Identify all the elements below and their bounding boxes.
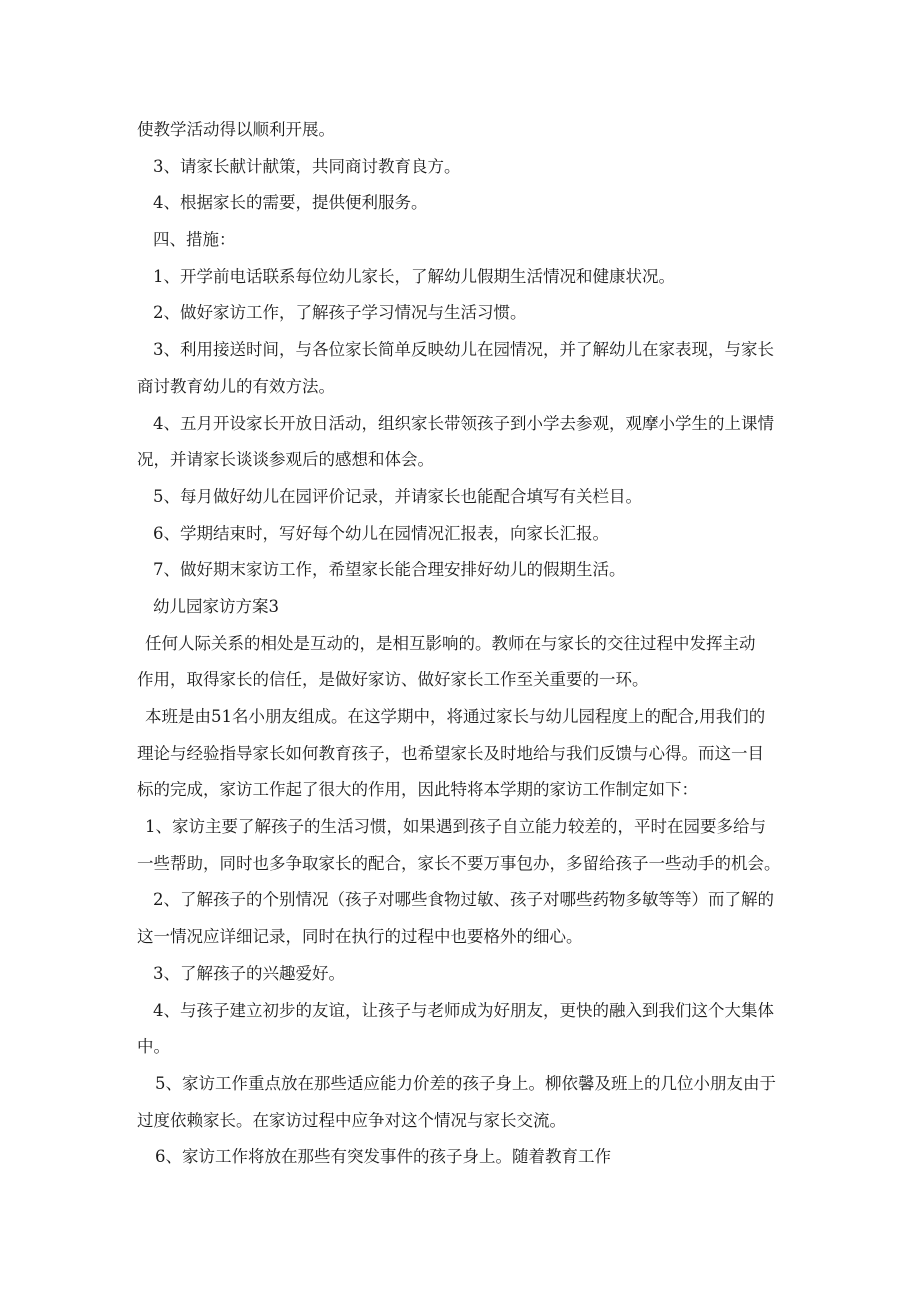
paragraph-line: 4、根据家长的需要，提供便利服务。	[153, 193, 428, 213]
paragraph-line: 一些帮助，同时也多争取家长的配合，家长不要万事包办，多留给孩子一些动手的机会。	[137, 853, 781, 873]
paragraph-line: 6、学期结束时，写好每个幼儿在园情况汇报表，向家长汇报。	[153, 523, 609, 543]
paragraph-line: 使教学活动得以顺利开展。	[137, 120, 335, 139]
paragraph-line: 3、了解孩子的兴趣爱好。	[153, 963, 345, 983]
paragraph-line: 4、与孩子建立初步的友谊，让孩子与老师成为好朋友，更快的融入到我们这个大集体	[153, 1000, 774, 1020]
paragraph-line: 1、开学前电话联系每位幼儿家长，了解幼儿假期生活情况和健康状况。	[153, 266, 675, 286]
paragraph-line: 3、利用接送时间，与各位家长简单反映幼儿在园情况，并了解幼儿在家表现，与家长	[153, 340, 774, 360]
paragraph-line: 中。	[137, 1037, 170, 1057]
paragraph-line: 4、五月开设家长开放日活动，组织家长带领孩子到小学去参观，观摩小学生的上课情	[153, 413, 774, 433]
document-body	[137, 112, 787, 1176]
paragraph-line: 3、请家长献计献策，共同商讨教育良方。	[153, 156, 461, 176]
paragraph-line: 5、每月做好幼儿在园评价记录，并请家长也能配合填写有关栏目。	[153, 486, 642, 506]
paragraph-line: 本班是由51名小朋友组成。在这学期中，将通过家长与幼儿园程度上的配合,用我们的	[145, 707, 766, 726]
paragraph-line: 2、了解孩子的个别情况（孩子对哪些食物过敏、孩子对哪些药物多敏等等）而了解的	[153, 890, 774, 910]
paragraph-line: 这一情况应详细记录，同时在执行的过程中也要格外的细心。	[137, 927, 583, 947]
paragraph-line: 商讨教育幼儿的有效方法。	[137, 376, 335, 396]
paragraph-line: 1、家访主要了解孩子的生活习惯，如果遇到孩子自立能力较差的，平时在园要多给与	[145, 817, 766, 837]
paragraph-line: 2、做好家访工作，了解孩子学习情况与生活习惯。	[153, 303, 527, 323]
paragraph-line: 况，并请家长谈谈参观后的感想和体会。	[137, 450, 434, 470]
section-heading: 四、措施：	[153, 230, 236, 250]
paragraph-line: 理论与经验指导家长如何教育孩子，也希望家长及时地给与我们反馈与心得。而这一目	[137, 743, 764, 763]
paragraph-line: 过度依赖家长。在家访过程中应争对这个情况与家长交流。	[137, 1110, 566, 1130]
paragraph-line: 任何人际关系的相处是互动的，是相互影响的。教师在与家长的交往过程中发挥主动	[145, 633, 756, 653]
paragraph-line: 5、家访工作重点放在那些适应能力价差的孩子身上。柳依馨及班上的几位小朋友由于	[155, 1073, 776, 1093]
paragraph-line: 6、家访工作将放在那些有突发事件的孩子身上。随着教育工作	[155, 1147, 611, 1167]
section-title: 幼儿园家访方案3	[153, 596, 279, 616]
paragraph-line: 标的完成，家访工作起了很大的作用，因此特将本学期的家访工作制定如下：	[137, 780, 698, 800]
paragraph-line: 作用，取得家长的信任，是做好家访、做好家长工作至关重要的一环。	[137, 670, 649, 690]
paragraph-line: 7、做好期末家访工作，希望家长能合理安排好幼儿的假期生活。	[153, 560, 626, 580]
